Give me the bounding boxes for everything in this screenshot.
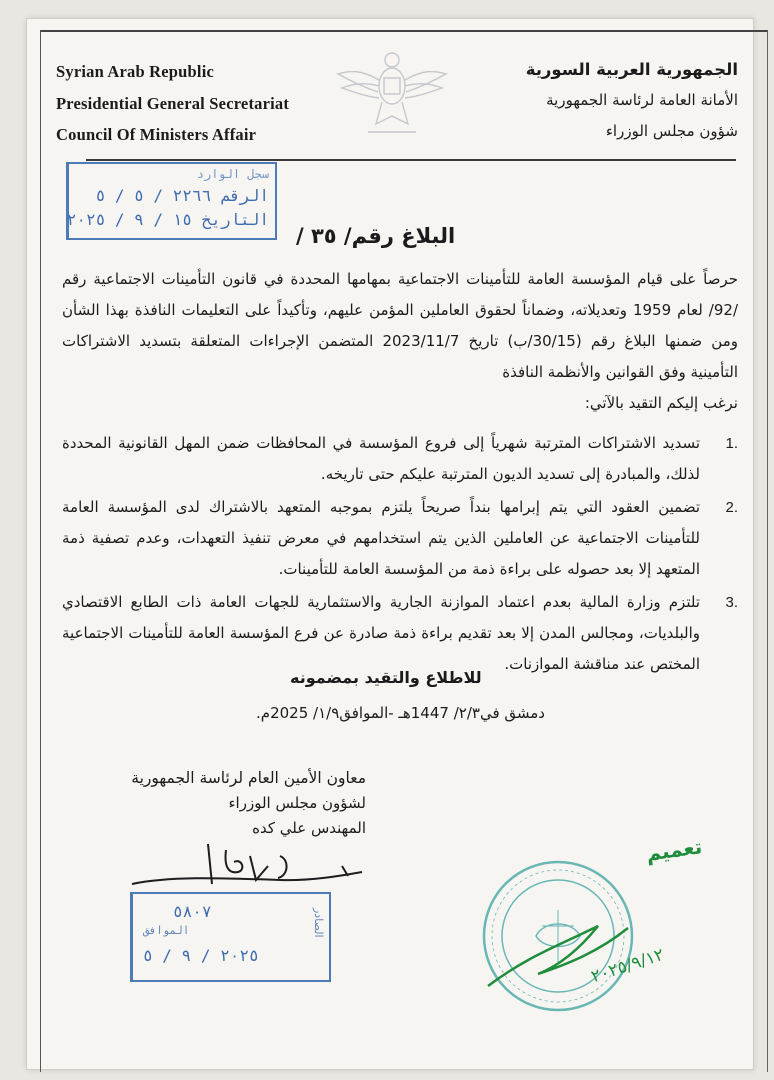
green-annotation-date: ٢٠٢٥/٩/١٢ [588, 944, 667, 988]
english-letterhead [56, 56, 289, 151]
stamp-date: التاريخ ١٥ / ٩ / ٢٠٢٥ [66, 210, 269, 229]
letterhead-en-line: Presidential General Secretariat [56, 93, 290, 113]
instruction-list [62, 428, 738, 682]
bulletin-title: البلاغ رقم/ ٣٥ / [296, 224, 456, 248]
item-number: 3. [725, 594, 738, 611]
issue-date: دمشق في٢/٣/ 1447هـ -الموافق١/٩/ 2025م. [256, 704, 545, 722]
header-divider [86, 159, 736, 161]
list-item [62, 587, 738, 680]
letterhead-ar-line: شؤون مجلس الوزراء [605, 122, 738, 140]
eagle-emblem-icon [332, 40, 452, 150]
stamp-date: ٢٠٢٥ / ٩ / ٥ [143, 946, 259, 965]
stamp-side-label: الصادر [312, 908, 325, 938]
item-text: تسديد الاشتراكات المترتبة شهرياً إلى فروع المؤسسة في المحافظات ضمن المهل القانونية المحددة لذلك، والمبادرة إلى تسديد الديون المترتبة عليكم حتى تاريخه. [62, 434, 700, 483]
stamp-date-label: الموافق [143, 924, 190, 937]
incoming-register-stamp [66, 162, 277, 240]
official-round-seal [478, 856, 638, 1016]
outgoing-register-stamp [130, 892, 331, 982]
instruction-lead: نرغب إليكم التقيد بالآتي: [584, 394, 738, 412]
intro-paragraph: حرصاً على قيام المؤسسة العامة للتأمينات الاجتماعية بمهامها المحددة في قانون التأمينات الاجتماعية رقم /92/ لعام 1959 وتعديلاته، وضماناً لحقوق العاملين المؤمن عليهم، وتأكيداً على التعليمات النافذة بهذا الشأن ومن ضمنها البلاغ رقم (30/15/ب) تاريخ 2023/11/7 المتضمن الإجراءات المتعلقة بتسديد الاشتراكات التأمينية وفق القوانين والأنظمة النافذة [62, 270, 738, 381]
signatory-line: لشؤون مجلس الوزراء [228, 794, 366, 812]
item-text: تضمين العقود التي يتم إبرامها بنداً صريحاً يلتزم بموجبه المتعهد بالاشتراك لدى المؤسسة العامة للتأمينات الاجتماعية عن العاملين الذين يتم استخدامهم في معرض تنفيذ التعهدات، وعدم تصفية ذمة المتعهد إلا بعد حصوله على براءة ذمة من المؤسسة العامة للتأمينات. [62, 498, 700, 578]
signatory-block [96, 766, 366, 841]
green-annotation: تعميم [644, 834, 704, 866]
letterhead-en-line: Syrian Arab Republic [56, 62, 215, 81]
signatory-name: المهندس علي كده [252, 819, 366, 837]
signatory-line: معاون الأمين العام لرئاسة الجمهورية [131, 769, 366, 787]
item-number: 2. [725, 499, 738, 516]
letterhead-ar-line: الأمانة العامة لرئاسة الجمهورية [546, 91, 738, 109]
letterhead-ar-line: الجمهورية العربية السورية [525, 60, 738, 79]
stamp-line: سجل الوارد [196, 167, 269, 181]
handwritten-signature [130, 836, 370, 896]
stamp-number: ٥٨٠٧ [173, 902, 212, 921]
list-item [62, 492, 738, 585]
list-item [62, 428, 738, 490]
arabic-letterhead [526, 54, 738, 147]
item-number: 1. [725, 435, 738, 452]
closing-line: للاطلاع والتقيد بمضمونه [290, 668, 482, 687]
item-text: تلتزم وزارة المالية بعدم اعتماد الموازنة الجارية والاستثمارية للجهات العامة ذات الطابع الاقتصادي والبلديات، ومجالس المدن إلا بعد تقديم براءة ذمة صادرة عن فرع المؤسسة العامة للتأمينات الاجتماعية المختص عند مناقشة الموازنات. [62, 593, 700, 673]
stamp-number: الرقم ٢٢٦٦ / ٥ / ٥ [95, 186, 269, 205]
letterhead-en-line: Council Of Ministers Affair [56, 125, 257, 144]
